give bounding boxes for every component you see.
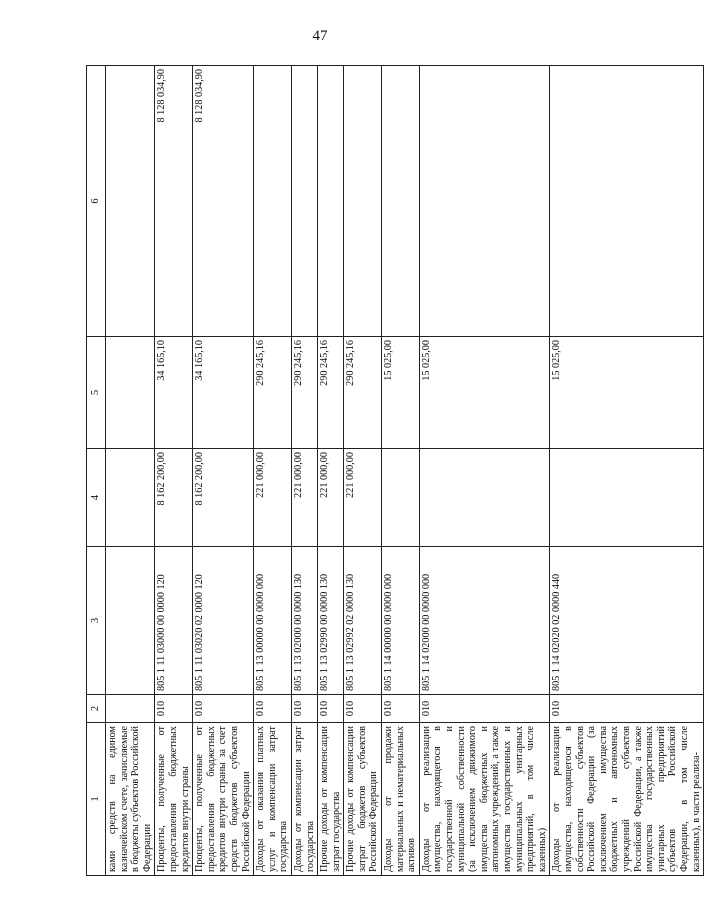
table-row [193,66,254,876]
row-approved-cell: 221 000,00 [291,449,317,547]
table-header-row [87,66,106,876]
row-line-code-cell: 010 [550,695,704,723]
row-name-cell: Прочие доходы от компенсации затрат государства [318,723,344,876]
header-cell-4: 4 [87,449,106,547]
row-budget-code-cell: 805 1 13 02992 02 0000 130 [344,547,382,695]
row-line-code-cell: 010 [344,695,382,723]
row-executed-cell: 34 165,10 [155,337,193,449]
row-name-cell: Проценты, полученные от предоставления бюджетных кредитов внутри страны за счет средств бюджетов субъектов Российской Федерации [193,723,254,876]
row-line-code-cell: 010 [291,695,317,723]
row-budget-code-cell: 805 1 13 00000 00 0000 000 [254,547,292,695]
row-approved-cell: 221 000,00 [254,449,292,547]
row-budget-code-cell: 805 1 14 02020 02 0000 440 [550,547,704,695]
row-remaining-cell [550,66,704,337]
row-approved-cell [419,449,550,547]
table-row [419,66,550,876]
row-approved-cell [550,449,704,547]
header-cell-6: 6 [87,66,106,337]
row-executed-cell [106,337,155,449]
header-cell-5: 5 [87,337,106,449]
table-row [344,66,382,876]
page-number: 47 [312,28,328,44]
row-approved-cell [382,449,420,547]
row-remaining-cell: 8 128 034,90 [155,66,193,337]
table-row [155,66,193,876]
row-name-cell: Доходы от компенсации затрат государства [291,723,317,876]
table-row [318,66,344,876]
row-budget-code-cell: 805 1 11 03020 02 0000 120 [193,547,254,695]
row-remaining-cell [318,66,344,337]
row-line-code-cell: 010 [419,695,550,723]
table-row [550,66,704,876]
row-line-code-cell: 010 [193,695,254,723]
row-line-code-cell [106,695,155,723]
row-approved-cell: 221 000,00 [344,449,382,547]
row-name-cell: ками средств на едином казначейском счете, зачисляемые в бюджеты субъектов Российской Федерации [106,723,155,876]
row-name-cell: Доходы от реализации имущества, находящегося в государственной и муниципальной собственности (за исключением движимого имущества бюджетных и автономных учреждений, а также имущества государственных и муниципальных унитарных предприятий, в том числе казенных) [419,723,550,876]
row-name-cell: Прочие доходы от компенсации затрат бюджетов субъектов Российской Федерации [344,723,382,876]
row-executed-cell: 34 165,10 [193,337,254,449]
row-remaining-cell [382,66,420,337]
row-name-cell: Доходы от реализации имущества, находящегося в собственности субъектов Российской Федерации (за исключением имущества бюджетных и автономных учреждений субъектов Российской Федерации, а также имущества государственных унитарных предприятий субъектов Российской Федерации, в том числе казенных), в части реализа- [550,723,704,876]
row-budget-code-cell: 805 1 11 03000 00 0000 120 [155,547,193,695]
row-executed-cell: 290 245,16 [254,337,292,449]
row-remaining-cell [344,66,382,337]
row-executed-cell: 290 245,16 [344,337,382,449]
row-executed-cell: 290 245,16 [291,337,317,449]
row-name-cell: Доходы от продажи материальных и нематериальных активов [382,723,420,876]
row-line-code-cell: 010 [318,695,344,723]
row-line-code-cell: 010 [155,695,193,723]
row-remaining-cell: 8 128 034,90 [193,66,254,337]
row-approved-cell: 8 162 200,00 [193,449,254,547]
row-budget-code-cell: 805 1 14 02000 00 0000 000 [419,547,550,695]
header-cell-3: 3 [87,547,106,695]
row-approved-cell: 221 000,00 [318,449,344,547]
header-cell-1: 1 [87,723,106,876]
header-cell-2: 2 [87,695,106,723]
row-remaining-cell [419,66,550,337]
row-remaining-cell [106,66,155,337]
budget-table [86,65,704,876]
row-budget-code-cell [106,547,155,695]
table-row [254,66,292,876]
table-row [106,66,155,876]
row-budget-code-cell: 805 1 14 00000 00 0000 000 [382,547,420,695]
row-name-cell: Проценты, полученные от предоставления бюджетных кредитов внутри страны [155,723,193,876]
row-executed-cell: 15 025,00 [382,337,420,449]
row-budget-code-cell: 805 1 13 02000 00 0000 130 [291,547,317,695]
row-executed-cell: 15 025,00 [419,337,550,449]
rotated-table-container [86,66,702,876]
row-budget-code-cell: 805 1 13 02990 00 0000 130 [318,547,344,695]
row-remaining-cell [254,66,292,337]
table-row [291,66,317,876]
row-approved-cell [106,449,155,547]
row-executed-cell: 290 245,16 [318,337,344,449]
row-line-code-cell: 010 [254,695,292,723]
row-remaining-cell [291,66,317,337]
row-name-cell: Доходы от оказания платных услуг и компенсации затрат государства [254,723,292,876]
row-executed-cell: 15 025,00 [550,337,704,449]
row-line-code-cell: 010 [382,695,420,723]
table-row [382,66,420,876]
row-approved-cell: 8 162 200,00 [155,449,193,547]
